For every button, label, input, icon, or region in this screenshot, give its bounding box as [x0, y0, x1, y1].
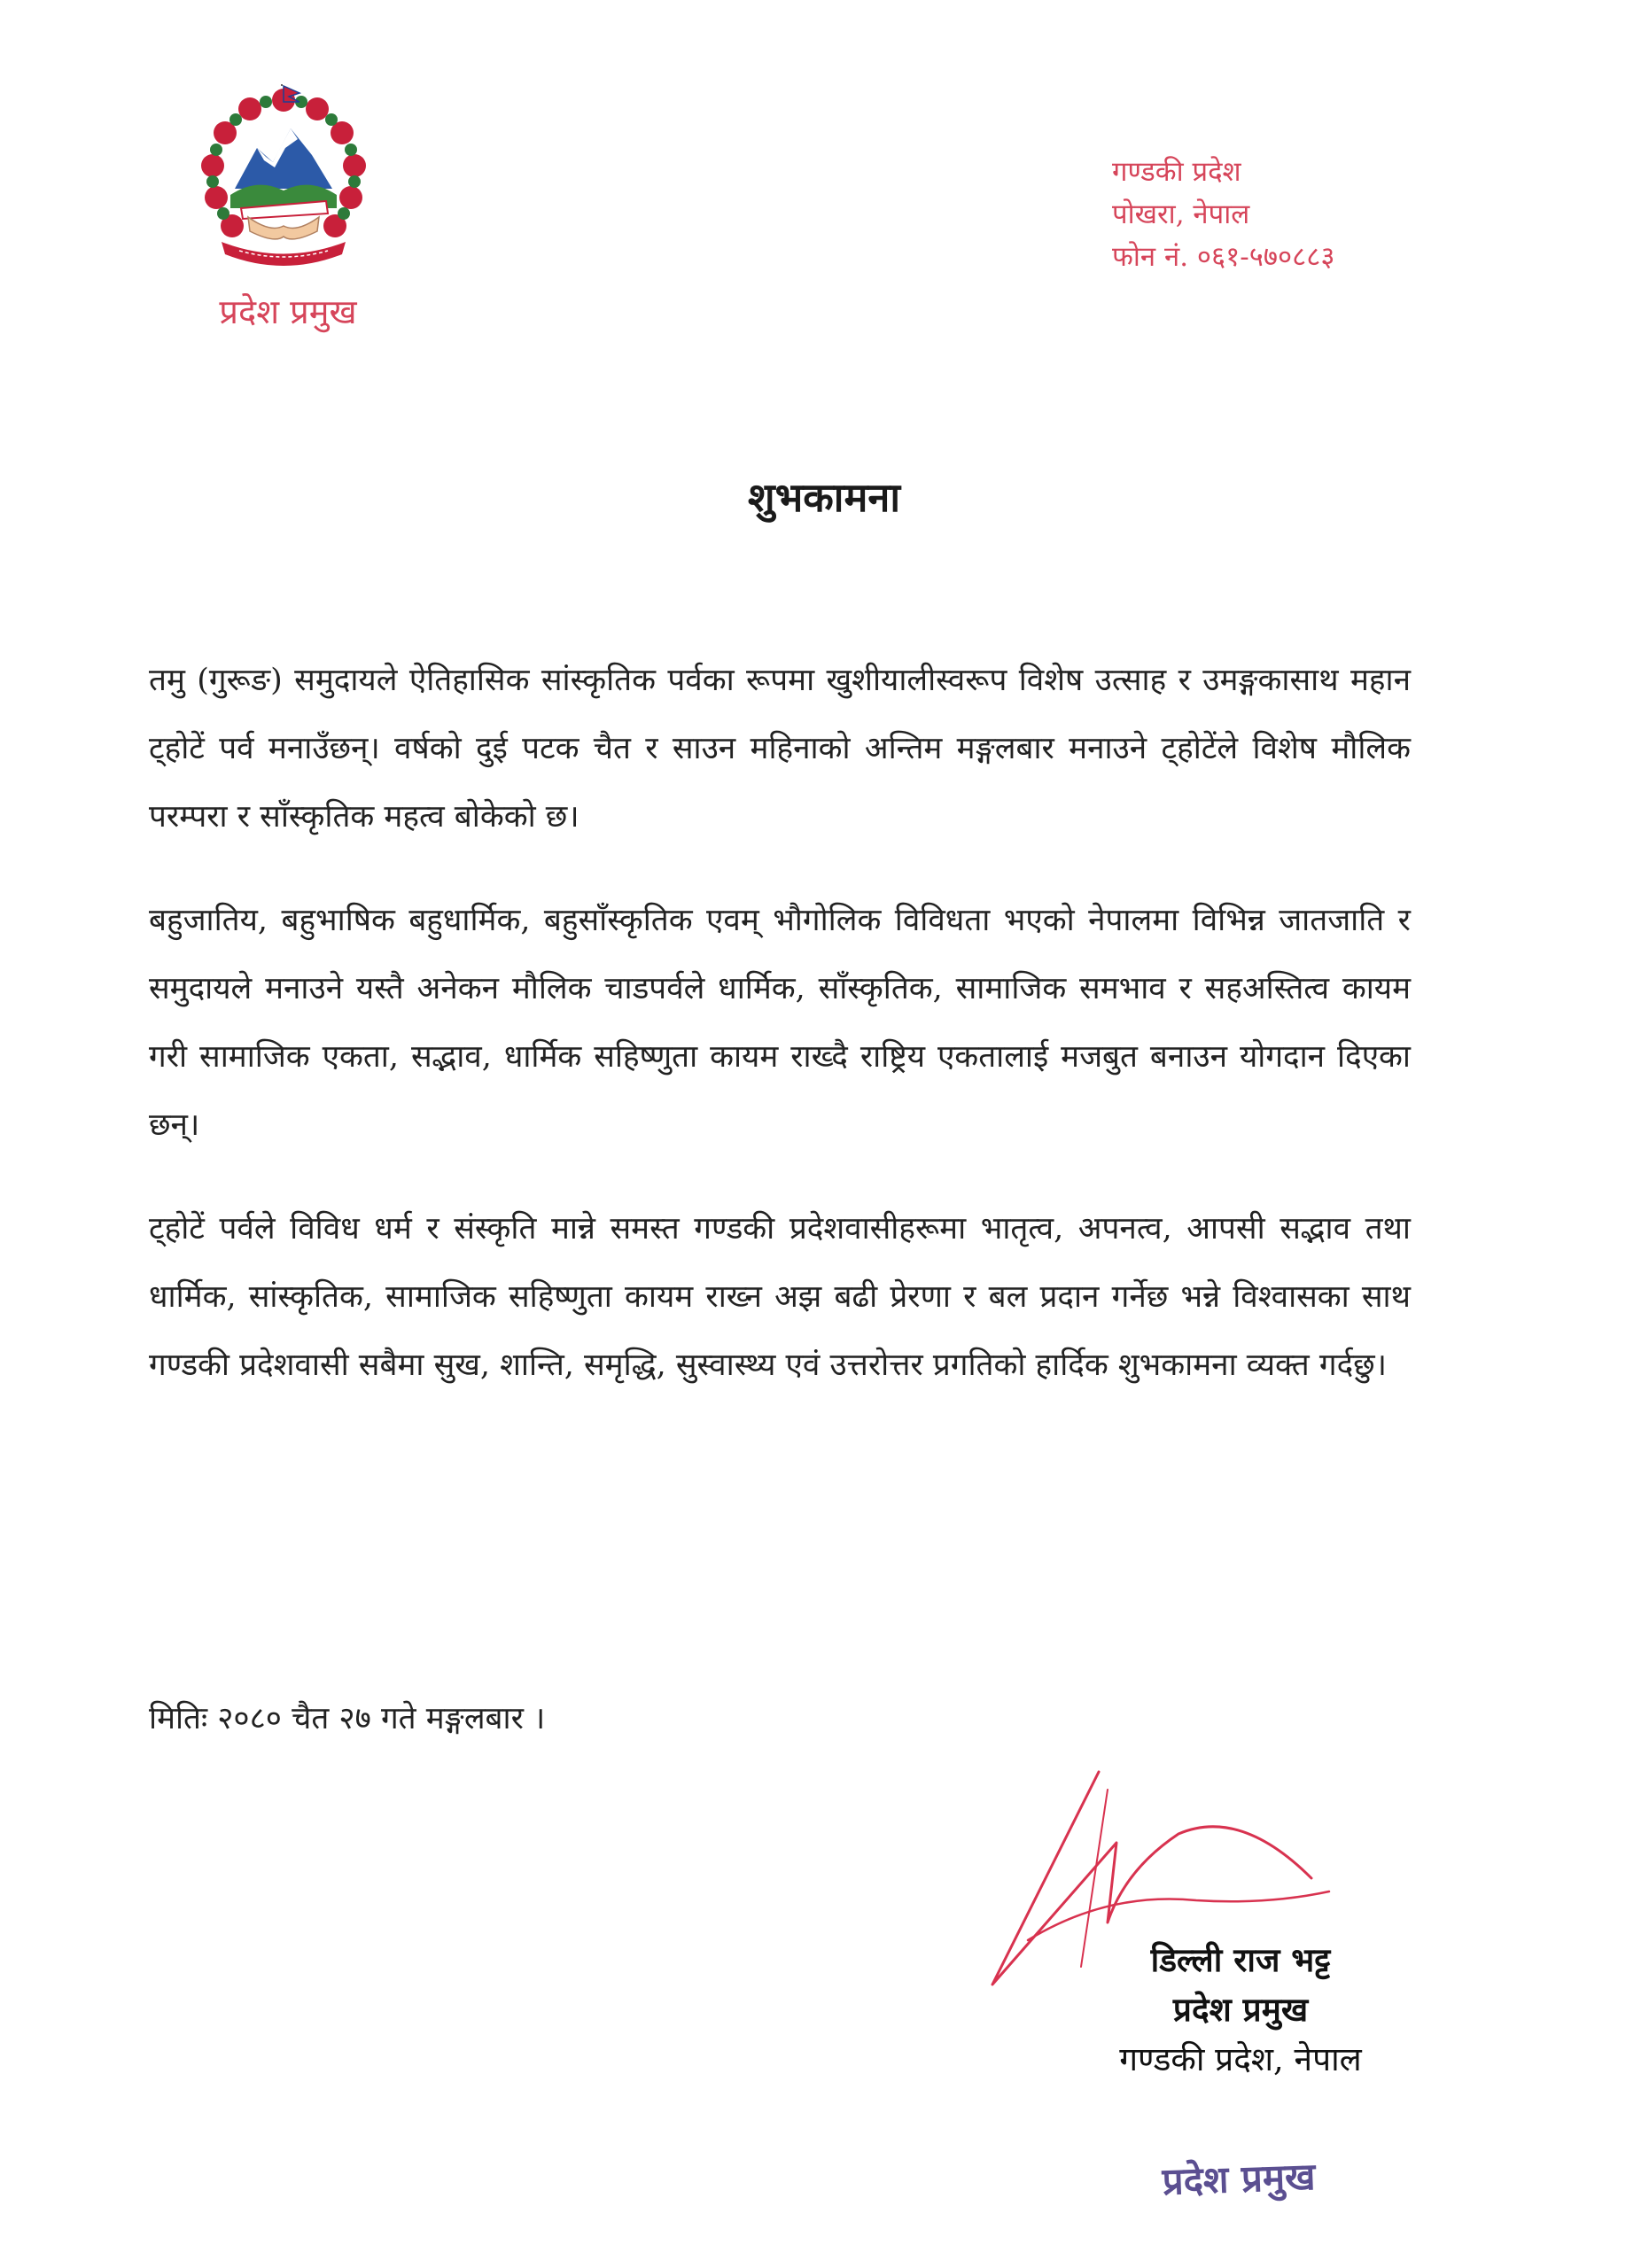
signer-name: डिल्ली राज भट्ट [1150, 1941, 1331, 1979]
letter-body [149, 647, 1411, 1435]
emblem-caption: प्रदेश प्रमुख [219, 292, 357, 331]
date-line: मितिः २०८० चैत २७ गते मङ्गलबार । [149, 1701, 546, 1736]
letter-title: शुभकामना [748, 474, 900, 521]
paragraph-3: ट्होटें पर्वले विविध धर्म र संस्कृति मान्ने समस्त गण्डकी प्रदेशवासीहरूमा भातृत्व, अपनत्व, आपसी सद्भाव तथा धार्मिक, सांस्कृतिक, सामाजिक सहिष्णुता कायम राख्न अझ बढी प्रेरणा र बल प्रदान गर्नेछ भन्ने विश्वासका साथ गण्डकी प्रदेशवासी सबैमा सुख, शान्ति, समृद्धि, सुस्वास्थ्य एवं उत्तरोत्तर प्रगतिको हार्दिक शुभकामना व्यक्त गर्दछु। [149, 1211, 1411, 1383]
office-city: पोखरा, नेपाल [1112, 198, 1250, 230]
paragraph-2: बहुजातिय, बहुभाषिक बहुधार्मिक, बहुसाँस्कृतिक एवम् भौगोलिक विविधता भएको नेपालमा विभिन्न जातजाति र समुदायले मनाउने यस्तै अनेकन मौलिक चाडपर्वले धार्मिक, साँस्कृतिक, सामाजिक समभाव र सहअस्तित्व कायम गरी सामाजिक एकता, सद्भाव, धार्मिक सहिष्णुता कायम राख्दै राष्ट्रिय एकतालाई मजबुत बनाउन योगदान दिएका छन्। [149, 903, 1411, 1143]
official-stamp: प्रदेश प्रमुख [1161, 2154, 1317, 2203]
signer-office: गण्डकी प्रदेश, नेपाल [1119, 2040, 1362, 2078]
office-province: गण्डकी प्रदेश [1112, 156, 1241, 188]
nepal-emblem-icon [186, 84, 381, 275]
signer-title: प्रदेश प्रमुख [1172, 1991, 1309, 2029]
office-phone: फोन नं. ०६१-५७०८८३ [1112, 241, 1335, 273]
signer-block [1054, 1936, 1427, 2085]
office-address [1112, 151, 1484, 278]
paragraph-1: तमु (गुरूङ) समुदायले ऐतिहासिक सांस्कृतिक पर्वका रूपमा खुशीयालीस्वरूप विशेष उत्साह र उमङ्गकासाथ महान ट्होटें पर्व मनाउँछन्। वर्षको दुई पटक चैत र साउन महिनाको अन्तिम मङ्गलबार मनाउने ट्होटेंले विशेष मौलिक परम्परा र साँस्कृतिक महत्व बोकेको छ। [149, 663, 1411, 835]
